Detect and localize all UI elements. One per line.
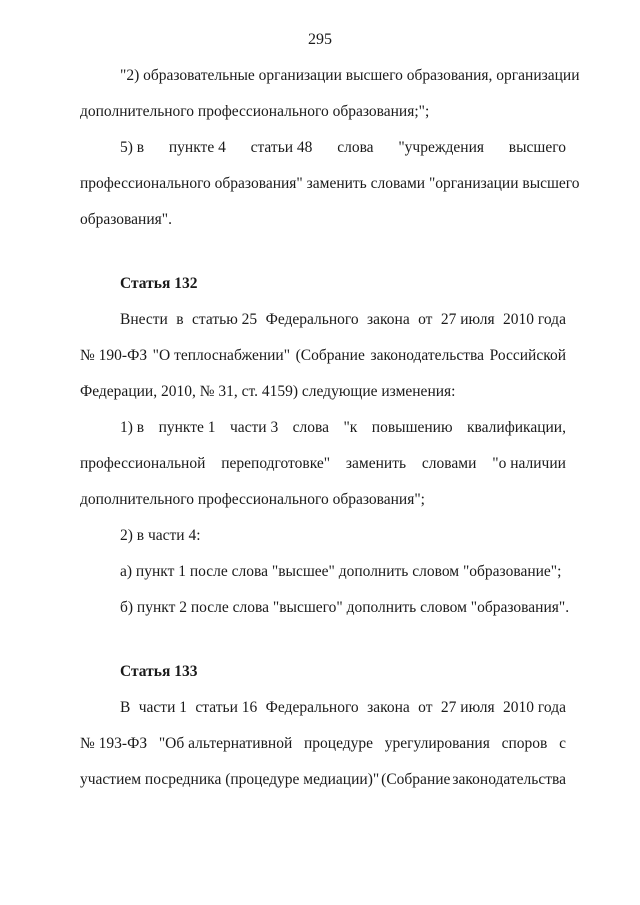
word: процедуре — [304, 735, 374, 752]
word: закона — [367, 311, 410, 328]
article-133 — [80, 654, 566, 690]
word: "о наличии — [492, 455, 566, 472]
word: 2010 года — [503, 699, 566, 716]
word: квалификации, — [467, 419, 566, 436]
article-heading: Статья 132 — [120, 275, 198, 292]
word: с — [559, 735, 566, 752]
paragraph-line — [80, 726, 566, 762]
word: споров — [501, 735, 548, 752]
text-line: "2) образовательные организации высшего образования, организации — [120, 67, 580, 84]
word: переподготовке" — [221, 455, 331, 472]
item-a-line: а) пункт 1 после слова "высшее" дополнить словом "образование"; — [120, 563, 562, 580]
article-132-body — [80, 302, 570, 626]
word: части 3 — [229, 419, 279, 436]
word: статьи 16 — [195, 699, 258, 716]
word: от — [418, 311, 433, 328]
word: 27 июля — [440, 311, 495, 328]
word: № 193-ФЗ — [80, 735, 148, 752]
article-heading: Статья 133 — [120, 663, 198, 680]
word: В — [120, 699, 131, 716]
word: "Об альтернативной — [158, 735, 293, 752]
word: "к — [343, 419, 358, 436]
paragraph-line — [80, 338, 566, 374]
text-line: дополнительного профессионального образования;"; — [80, 103, 430, 120]
item-1-line: дополнительного профессионального образования"; — [80, 491, 425, 508]
word: пункте 1 — [158, 419, 216, 436]
word: законодательства — [452, 771, 566, 788]
word: урегулирования — [384, 735, 490, 752]
article-132 — [80, 266, 566, 302]
paragraph-line — [80, 762, 566, 798]
word: слова — [292, 419, 330, 436]
word: "О теплоснабжении" — [152, 347, 291, 364]
word: 27 июля — [440, 699, 495, 716]
item-2-line: 2) в части 4: — [120, 527, 201, 544]
text-line: профессионального образования" заменить словами "организации высшего — [80, 175, 580, 192]
word: заменить — [345, 455, 407, 472]
word: от — [418, 699, 433, 716]
word: статьи 48 — [250, 139, 313, 156]
word: 5) в — [120, 139, 145, 156]
word: (Собрание — [295, 347, 365, 364]
word: пункте 4 — [168, 139, 226, 156]
word: Внести — [120, 311, 168, 328]
word: высшего — [508, 139, 566, 156]
paragraph-line — [80, 302, 566, 338]
text-block-1 — [80, 58, 580, 238]
word: (Собрание — [381, 771, 451, 788]
word: статью 25 — [192, 311, 258, 328]
word: Федерального — [265, 311, 359, 328]
word: законодательства — [370, 347, 485, 364]
word: Федерального — [265, 699, 359, 716]
item-1-line — [80, 410, 566, 446]
word: словами — [421, 455, 477, 472]
word: повышению — [371, 419, 453, 436]
word: в — [176, 311, 184, 328]
word: Российской — [489, 347, 566, 364]
article-133-body — [80, 690, 566, 798]
word: слова — [337, 139, 374, 156]
word: закона — [367, 699, 410, 716]
paragraph-line: Федерации, 2010, № 31, ст. 4159) следующие изменения: — [80, 383, 456, 400]
word: 2010 года — [503, 311, 566, 328]
word: части 1 — [138, 699, 187, 716]
paragraph-line — [80, 690, 566, 726]
word: участием посредника (процедуре медиации)" — [80, 771, 380, 788]
item-5-line — [80, 130, 566, 166]
page-number: 295 — [308, 31, 332, 48]
item-b-line: б) пункт 2 после слова "высшего" дополнить словом "образования". — [120, 599, 570, 616]
text-line: образования". — [80, 211, 172, 228]
word: № 190-ФЗ — [80, 347, 148, 364]
word: "учреждения — [398, 139, 485, 156]
word: 1) в — [120, 419, 145, 436]
word: профессиональной — [80, 455, 206, 472]
item-1-line — [80, 446, 566, 482]
